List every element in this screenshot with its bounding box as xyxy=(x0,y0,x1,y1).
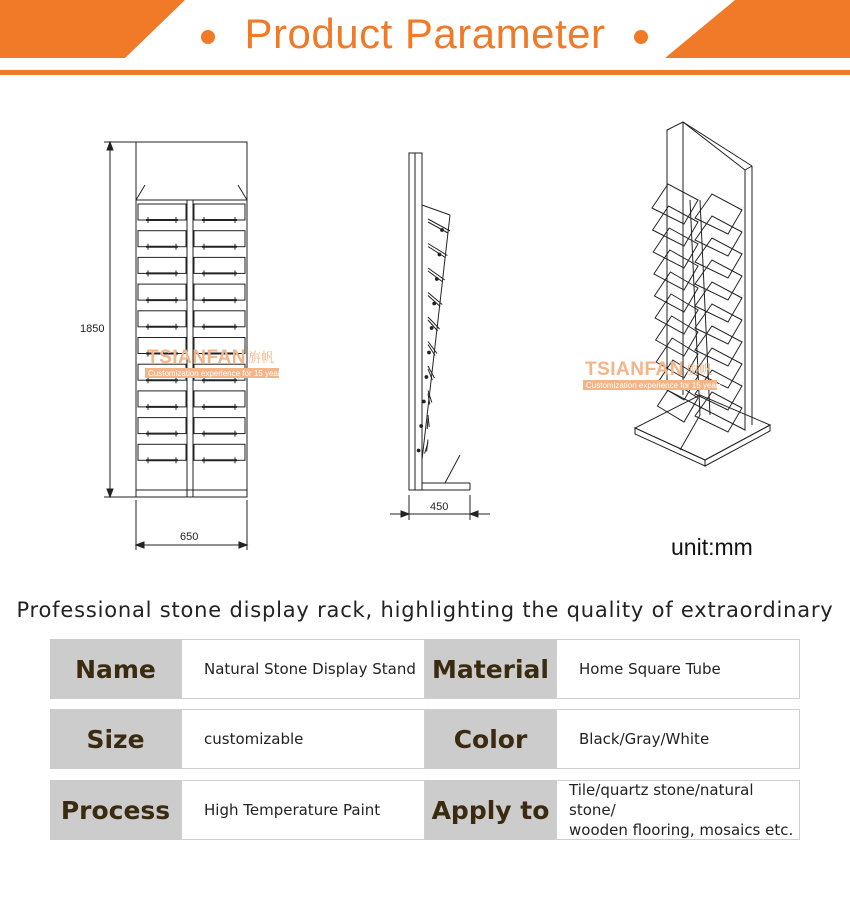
svg-text:旃帆: 旃帆 xyxy=(686,363,713,378)
param-label: Name xyxy=(50,639,181,699)
header-bar xyxy=(0,70,850,75)
param-value: Tile/quartz stone/natural stone/ wooden flooring, mosaics etc. xyxy=(556,780,800,840)
front-height-label: 1850 xyxy=(80,323,105,335)
param-row xyxy=(50,709,800,769)
tagline: Professional stone display rack, highlighting the quality of extraordinary xyxy=(16,598,834,622)
param-label: Color xyxy=(425,709,556,769)
param-label: Size xyxy=(50,709,181,769)
param-value: Home Square Tube xyxy=(556,639,800,699)
side-view-drawing xyxy=(390,153,490,520)
svg-text:Customization experience for 1: Customization experience for 15 years xyxy=(586,381,723,390)
param-value: Black/Gray/White xyxy=(556,709,800,769)
param-label: Material xyxy=(425,639,556,699)
side-depth-label: 450 xyxy=(430,501,449,513)
svg-text:Customization experience for 1: Customization experience for 15 years xyxy=(148,369,285,378)
watermark-iso xyxy=(583,359,723,390)
svg-text:旃帆: 旃帆 xyxy=(248,351,275,366)
isometric-view-drawing xyxy=(635,122,770,466)
param-value: Natural Stone Display Stand xyxy=(181,639,425,699)
page-title: Product Parameter xyxy=(244,10,606,57)
svg-text:TSIANFAN: TSIANFAN xyxy=(585,359,684,380)
param-label: Apply to xyxy=(425,780,556,840)
front-view-drawing xyxy=(104,142,247,550)
header xyxy=(0,0,850,80)
param-value: High Temperature Paint xyxy=(181,780,425,840)
technical-drawings xyxy=(0,90,850,570)
param-value: customizable xyxy=(181,709,425,769)
front-width-label: 650 xyxy=(180,531,199,543)
param-row xyxy=(50,780,800,840)
unit-label: unit:mm xyxy=(671,534,753,560)
param-row xyxy=(50,639,800,699)
watermark-front xyxy=(145,347,285,378)
param-label: Process xyxy=(50,780,181,840)
svg-text:TSIANFAN: TSIANFAN xyxy=(147,347,246,368)
